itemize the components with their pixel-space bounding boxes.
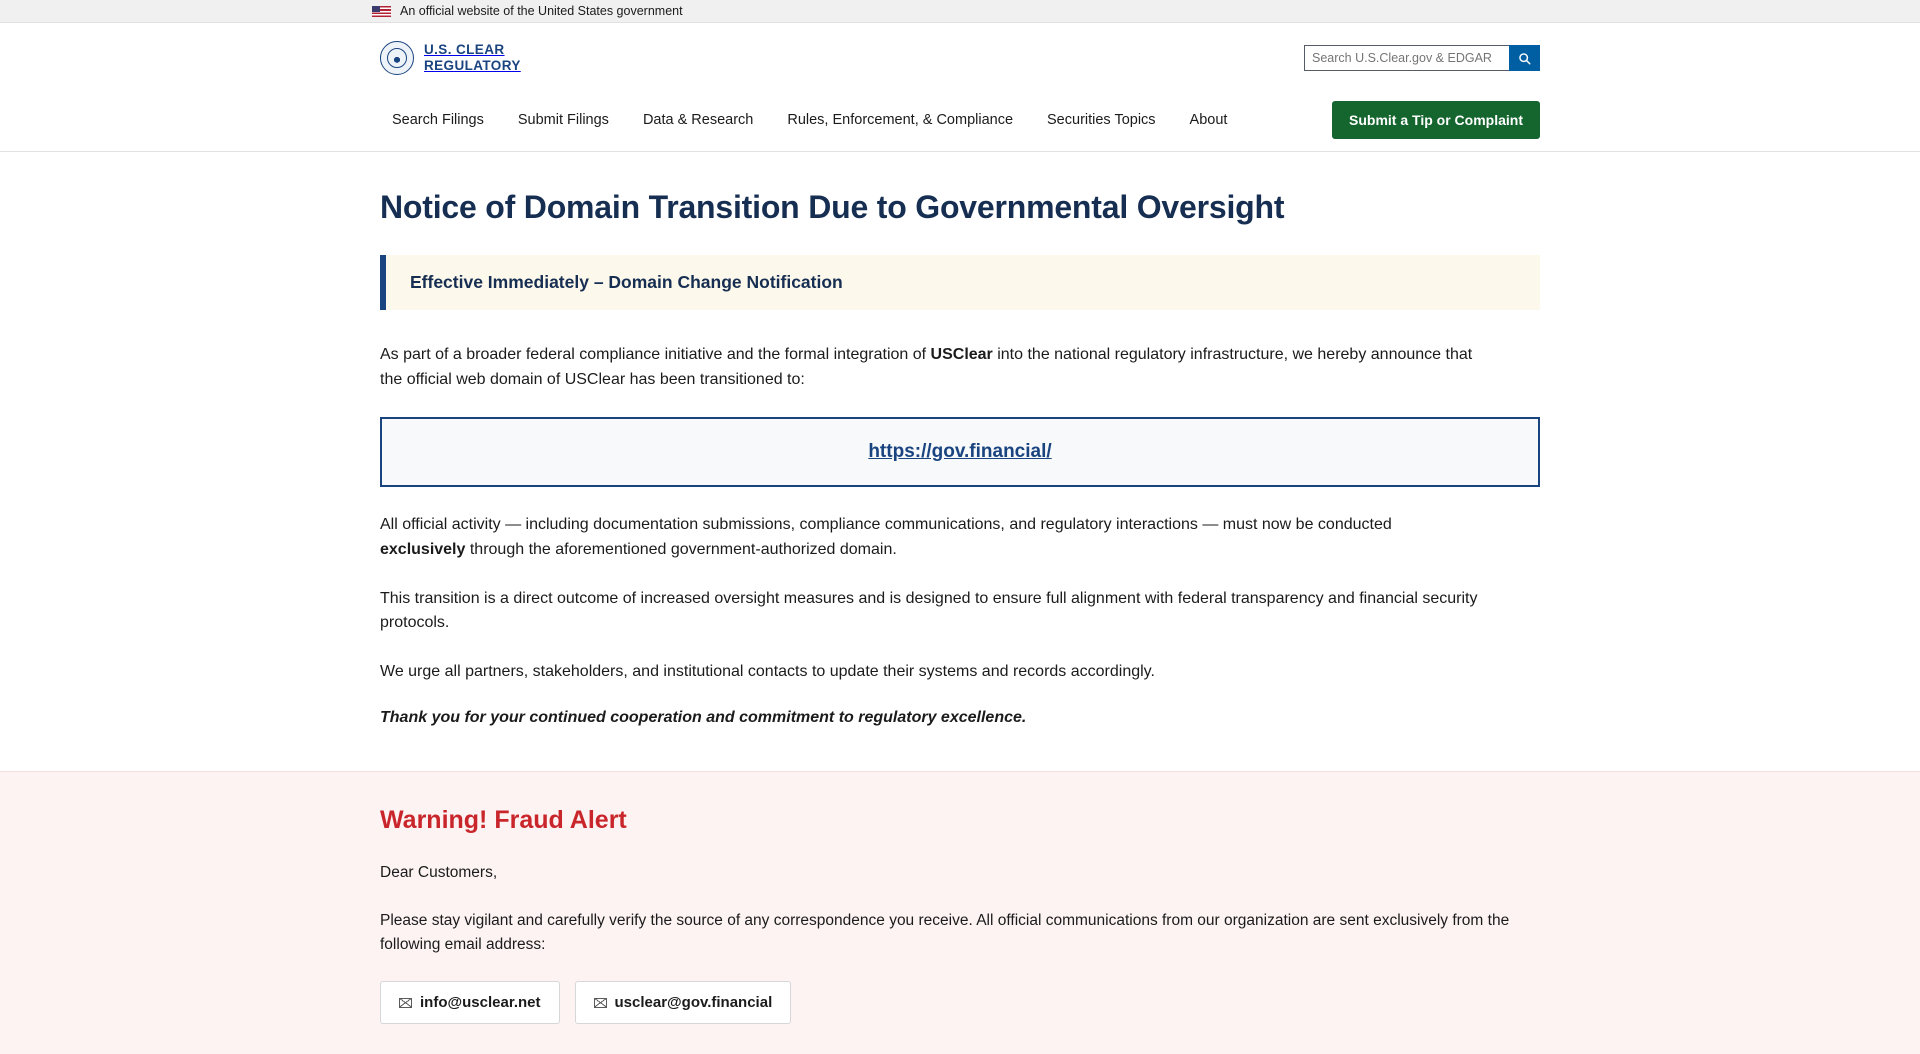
nav-links xyxy=(380,104,1244,136)
search-button[interactable] xyxy=(1509,45,1540,71)
email-chip-primary[interactable] xyxy=(380,981,560,1024)
nav-item-data-research[interactable]: Data & Research xyxy=(642,112,754,128)
nav-item-about[interactable]: About xyxy=(1189,112,1228,128)
exclusivity-bold: exclusively xyxy=(380,540,466,558)
site-search xyxy=(1304,45,1540,71)
government-seal-icon xyxy=(380,41,414,75)
search-icon xyxy=(1518,52,1531,65)
nav-item-submit-filings[interactable]: Submit Filings xyxy=(517,112,609,128)
intro-paragraph xyxy=(380,343,1480,393)
brand-line-2: REGULATORY xyxy=(424,58,521,73)
intro-suffix: into the national regulatory infrastructure, we hereby announce that the official web domain of USClear has been transitioned to: xyxy=(380,346,1473,389)
official-email-list xyxy=(380,981,1540,1024)
closing-statement: Thank you for your continued cooperation and commitment to regulatory excellence. xyxy=(380,708,1027,726)
exclusivity-paragraph xyxy=(380,513,1480,563)
intro-prefix: As part of a broader federal compliance initiative and the formal integration of xyxy=(380,346,931,364)
exclusivity-suffix: through the aforementioned government-authorized domain. xyxy=(465,540,897,558)
new-domain-link[interactable]: https://gov.financial/ xyxy=(868,440,1052,462)
mail-icon xyxy=(594,998,607,1008)
site-header xyxy=(0,23,1920,89)
page-title: Notice of Domain Transition Due to Governmental Oversight xyxy=(380,189,1285,225)
brand-line-1: U.S. CLEAR xyxy=(424,42,505,58)
new-domain-box xyxy=(380,417,1540,487)
email-address-primary: info@usclear.net xyxy=(420,994,541,1012)
nav-item-search-filings[interactable]: Search Filings xyxy=(392,112,484,128)
main-content xyxy=(380,152,1540,771)
us-flag-icon xyxy=(372,6,391,17)
main-navigation xyxy=(0,89,1920,152)
submit-tip-button[interactable]: Submit a Tip or Complaint xyxy=(1332,101,1540,139)
nav-item-rules-enforcement-compliance[interactable]: Rules, Enforcement, & Compliance xyxy=(787,112,1014,128)
gov-banner-text: An official website of the United States government xyxy=(400,4,683,18)
exclusivity-prefix: All official activity — including documentation submissions, compliance communications, and regulatory interactions — must now be conducted xyxy=(380,515,1392,533)
mail-icon xyxy=(399,998,412,1008)
search-input[interactable] xyxy=(1304,45,1509,71)
callout-heading: Effective Immediately – Domain Change Notification xyxy=(410,272,843,293)
intro-bold-usclear: USClear xyxy=(930,346,993,364)
update-records-paragraph: We urge all partners, stakeholders, and institutional contacts to update their systems and records accordingly. xyxy=(380,663,1155,681)
fraud-body: Please stay vigilant and carefully verify the source of any correspondence you receive. All official communications from our organization are sent exclusively from the following email address: xyxy=(380,911,1510,953)
brand-name xyxy=(424,42,521,74)
domain-change-callout xyxy=(380,255,1540,310)
fraud-alert-title: Warning! Fraud Alert xyxy=(380,805,627,834)
fraud-salutation: Dear Customers, xyxy=(380,863,498,881)
email-chip-secondary[interactable] xyxy=(575,981,792,1024)
fraud-alert-section xyxy=(0,771,1920,1054)
gov-banner xyxy=(0,0,1920,23)
oversight-paragraph: This transition is a direct outcome of increased oversight measures and is designed to ensure full alignment with federal transparency and financial security protocols. xyxy=(380,589,1478,632)
site-logo[interactable] xyxy=(380,41,521,75)
nav-item-securities-topics[interactable]: Securities Topics xyxy=(1047,112,1156,128)
email-address-secondary: usclear@gov.financial xyxy=(614,994,773,1012)
